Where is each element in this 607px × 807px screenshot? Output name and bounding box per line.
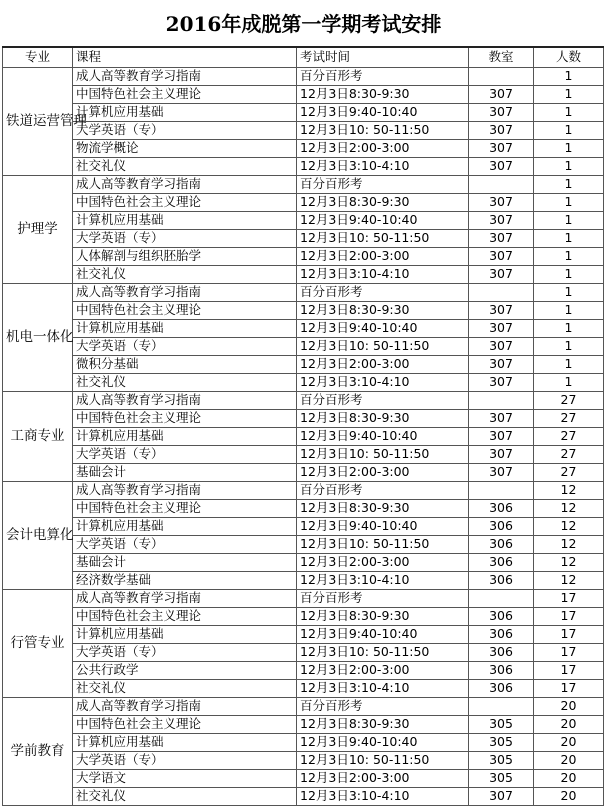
count-cell: 27 xyxy=(534,392,604,410)
table-row xyxy=(3,212,604,230)
room-cell: 306 xyxy=(469,554,534,572)
table-row xyxy=(3,644,604,662)
exam-time-cell: 12月3日8:30-9:30 xyxy=(297,716,469,734)
count-cell: 1 xyxy=(534,266,604,284)
count-cell: 17 xyxy=(534,626,604,644)
count-cell: 20 xyxy=(534,770,604,788)
table-row xyxy=(3,716,604,734)
header-room: 教室 xyxy=(469,47,534,68)
table-row xyxy=(3,158,604,176)
room-cell: 305 xyxy=(469,716,534,734)
room-cell: 306 xyxy=(469,644,534,662)
exam-time-cell: 12月3日2:00-3:00 xyxy=(297,248,469,266)
count-cell: 20 xyxy=(534,734,604,752)
count-cell: 20 xyxy=(534,788,604,806)
exam-time-cell: 12月3日9:40-10:40 xyxy=(297,518,469,536)
count-cell: 17 xyxy=(534,608,604,626)
room-cell: 307 xyxy=(469,410,534,428)
course-cell: 成人高等教育学习指南 xyxy=(73,284,297,302)
room-cell: 307 xyxy=(469,788,534,806)
count-cell: 12 xyxy=(534,518,604,536)
count-cell: 12 xyxy=(534,482,604,500)
table-row xyxy=(3,536,604,554)
course-cell: 计算机应用基础 xyxy=(73,734,297,752)
room-cell: 307 xyxy=(469,158,534,176)
count-cell: 17 xyxy=(534,680,604,698)
exam-schedule-table xyxy=(2,46,604,806)
course-cell: 大学英语（专） xyxy=(73,122,297,140)
table-row xyxy=(3,446,604,464)
table-row xyxy=(3,410,604,428)
count-cell: 1 xyxy=(534,194,604,212)
exam-time-cell: 12月3日2:00-3:00 xyxy=(297,356,469,374)
count-cell: 1 xyxy=(534,230,604,248)
exam-time-cell: 12月3日3:10-4:10 xyxy=(297,266,469,284)
table-row xyxy=(3,86,604,104)
exam-time-cell: 12月3日2:00-3:00 xyxy=(297,770,469,788)
exam-time-cell: 百分百形考 xyxy=(297,392,469,410)
table-row xyxy=(3,374,604,392)
course-cell: 大学英语（专） xyxy=(73,230,297,248)
room-cell xyxy=(469,284,534,302)
course-cell: 社交礼仪 xyxy=(73,788,297,806)
table-row xyxy=(3,554,604,572)
exam-time-cell: 12月3日2:00-3:00 xyxy=(297,464,469,482)
exam-time-cell: 12月3日10: 50-11:50 xyxy=(297,644,469,662)
table-row xyxy=(3,230,604,248)
exam-time-cell: 百分百形考 xyxy=(297,284,469,302)
course-cell: 成人高等教育学习指南 xyxy=(73,176,297,194)
table-row xyxy=(3,302,604,320)
course-cell: 中国特色社会主义理论 xyxy=(73,608,297,626)
count-cell: 1 xyxy=(534,158,604,176)
room-cell: 307 xyxy=(469,86,534,104)
count-cell: 1 xyxy=(534,176,604,194)
count-cell: 27 xyxy=(534,410,604,428)
room-cell: 307 xyxy=(469,104,534,122)
exam-time-cell: 12月3日2:00-3:00 xyxy=(297,554,469,572)
header-course: 课程 xyxy=(73,47,297,68)
course-cell: 计算机应用基础 xyxy=(73,626,297,644)
course-cell: 社交礼仪 xyxy=(73,158,297,176)
exam-time-cell: 12月3日10: 50-11:50 xyxy=(297,446,469,464)
table-row xyxy=(3,68,604,86)
count-cell: 27 xyxy=(534,464,604,482)
exam-time-cell: 12月3日3:10-4:10 xyxy=(297,374,469,392)
exam-time-cell: 12月3日8:30-9:30 xyxy=(297,194,469,212)
count-cell: 1 xyxy=(534,338,604,356)
count-cell: 12 xyxy=(534,572,604,590)
course-cell: 微积分基础 xyxy=(73,356,297,374)
exam-time-cell: 12月3日9:40-10:40 xyxy=(297,428,469,446)
room-cell: 307 xyxy=(469,338,534,356)
course-cell: 基础会计 xyxy=(73,554,297,572)
course-cell: 大学英语（专） xyxy=(73,536,297,554)
exam-time-cell: 12月3日3:10-4:10 xyxy=(297,158,469,176)
course-cell: 基础会计 xyxy=(73,464,297,482)
table-row xyxy=(3,770,604,788)
table-row xyxy=(3,122,604,140)
table-row xyxy=(3,176,604,194)
major-cell: 行管专业 xyxy=(3,590,73,698)
count-cell: 12 xyxy=(534,500,604,518)
course-cell: 社交礼仪 xyxy=(73,266,297,284)
exam-time-cell: 12月3日9:40-10:40 xyxy=(297,626,469,644)
major-cell: 学前教育 xyxy=(3,698,73,806)
room-cell: 305 xyxy=(469,752,534,770)
room-cell: 306 xyxy=(469,680,534,698)
course-cell: 计算机应用基础 xyxy=(73,518,297,536)
table-row xyxy=(3,662,604,680)
room-cell: 306 xyxy=(469,572,534,590)
table-row xyxy=(3,788,604,806)
count-cell: 17 xyxy=(534,662,604,680)
course-cell: 物流学概论 xyxy=(73,140,297,158)
count-cell: 20 xyxy=(534,698,604,716)
count-cell: 1 xyxy=(534,122,604,140)
exam-time-cell: 12月3日8:30-9:30 xyxy=(297,302,469,320)
course-cell: 人体解剖与组织胚胎学 xyxy=(73,248,297,266)
count-cell: 20 xyxy=(534,752,604,770)
course-cell: 大学英语（专） xyxy=(73,752,297,770)
table-row xyxy=(3,356,604,374)
count-cell: 1 xyxy=(534,140,604,158)
course-cell: 大学英语（专） xyxy=(73,644,297,662)
table-row xyxy=(3,320,604,338)
table-row xyxy=(3,482,604,500)
room-cell: 307 xyxy=(469,212,534,230)
count-cell: 1 xyxy=(534,302,604,320)
exam-time-cell: 12月3日9:40-10:40 xyxy=(297,320,469,338)
course-cell: 计算机应用基础 xyxy=(73,212,297,230)
course-cell: 中国特色社会主义理论 xyxy=(73,194,297,212)
room-cell: 307 xyxy=(469,374,534,392)
exam-time-cell: 12月3日3:10-4:10 xyxy=(297,680,469,698)
page-title: 2016年成脱第一学期考试安排 xyxy=(165,11,442,36)
table-row xyxy=(3,284,604,302)
room-cell: 307 xyxy=(469,194,534,212)
room-cell: 305 xyxy=(469,734,534,752)
table-row xyxy=(3,266,604,284)
count-cell: 17 xyxy=(534,644,604,662)
room-cell xyxy=(469,176,534,194)
room-cell: 307 xyxy=(469,230,534,248)
count-cell: 1 xyxy=(534,68,604,86)
course-cell: 公共行政学 xyxy=(73,662,297,680)
exam-time-cell: 百分百形考 xyxy=(297,68,469,86)
exam-time-cell: 12月3日9:40-10:40 xyxy=(297,212,469,230)
room-cell: 306 xyxy=(469,608,534,626)
exam-time-cell: 百分百形考 xyxy=(297,176,469,194)
exam-time-cell: 12月3日10: 50-11:50 xyxy=(297,752,469,770)
count-cell: 1 xyxy=(534,104,604,122)
course-cell: 成人高等教育学习指南 xyxy=(73,590,297,608)
room-cell: 306 xyxy=(469,500,534,518)
course-cell: 成人高等教育学习指南 xyxy=(73,698,297,716)
room-cell: 307 xyxy=(469,356,534,374)
header-major: 专业 xyxy=(3,47,73,68)
exam-time-cell: 12月3日8:30-9:30 xyxy=(297,500,469,518)
table-row xyxy=(3,518,604,536)
exam-time-cell: 12月3日3:10-4:10 xyxy=(297,572,469,590)
course-cell: 大学英语（专） xyxy=(73,446,297,464)
table-row xyxy=(3,500,604,518)
course-cell: 中国特色社会主义理论 xyxy=(73,500,297,518)
room-cell xyxy=(469,698,534,716)
exam-time-cell: 12月3日9:40-10:40 xyxy=(297,104,469,122)
count-cell: 1 xyxy=(534,356,604,374)
exam-time-cell: 12月3日10: 50-11:50 xyxy=(297,230,469,248)
exam-time-cell: 12月3日2:00-3:00 xyxy=(297,662,469,680)
room-cell: 305 xyxy=(469,770,534,788)
course-cell: 中国特色社会主义理论 xyxy=(73,86,297,104)
table-row xyxy=(3,140,604,158)
exam-time-cell: 12月3日8:30-9:30 xyxy=(297,608,469,626)
course-cell: 中国特色社会主义理论 xyxy=(73,716,297,734)
table-row xyxy=(3,194,604,212)
count-cell: 20 xyxy=(534,716,604,734)
table-row xyxy=(3,752,604,770)
count-cell: 1 xyxy=(534,212,604,230)
room-cell xyxy=(469,68,534,86)
table-row xyxy=(3,590,604,608)
room-cell: 307 xyxy=(469,464,534,482)
exam-time-cell: 百分百形考 xyxy=(297,482,469,500)
table-row xyxy=(3,734,604,752)
course-cell: 计算机应用基础 xyxy=(73,428,297,446)
count-cell: 27 xyxy=(534,446,604,464)
count-cell: 27 xyxy=(534,428,604,446)
count-cell: 12 xyxy=(534,554,604,572)
table-row xyxy=(3,680,604,698)
header-time: 考试时间 xyxy=(297,47,469,68)
room-cell xyxy=(469,392,534,410)
exam-time-cell: 12月3日10: 50-11:50 xyxy=(297,536,469,554)
course-cell: 大学英语（专） xyxy=(73,338,297,356)
exam-time-cell: 百分百形考 xyxy=(297,698,469,716)
room-cell xyxy=(469,482,534,500)
table-row xyxy=(3,104,604,122)
room-cell: 306 xyxy=(469,518,534,536)
count-cell: 17 xyxy=(534,590,604,608)
room-cell: 307 xyxy=(469,428,534,446)
table-body xyxy=(3,47,604,806)
course-cell: 中国特色社会主义理论 xyxy=(73,302,297,320)
count-cell: 1 xyxy=(534,284,604,302)
count-cell: 1 xyxy=(534,86,604,104)
major-cell: 机电一体化 xyxy=(3,284,73,392)
course-cell: 社交礼仪 xyxy=(73,680,297,698)
exam-time-cell: 12月3日2:00-3:00 xyxy=(297,140,469,158)
exam-time-cell: 12月3日3:10-4:10 xyxy=(297,788,469,806)
table-row xyxy=(3,572,604,590)
course-cell: 社交礼仪 xyxy=(73,374,297,392)
table-row xyxy=(3,608,604,626)
room-cell: 307 xyxy=(469,446,534,464)
table-row xyxy=(3,338,604,356)
room-cell: 307 xyxy=(469,122,534,140)
course-cell: 中国特色社会主义理论 xyxy=(73,410,297,428)
course-cell: 大学语文 xyxy=(73,770,297,788)
header-count: 人数 xyxy=(534,47,604,68)
exam-time-cell: 12月3日9:40-10:40 xyxy=(297,734,469,752)
room-cell: 307 xyxy=(469,248,534,266)
count-cell: 1 xyxy=(534,320,604,338)
course-cell: 成人高等教育学习指南 xyxy=(73,392,297,410)
room-cell: 307 xyxy=(469,266,534,284)
major-cell: 工商专业 xyxy=(3,392,73,482)
course-cell: 经济数学基础 xyxy=(73,572,297,590)
count-cell: 1 xyxy=(534,374,604,392)
exam-time-cell: 12月3日10: 50-11:50 xyxy=(297,122,469,140)
table-row xyxy=(3,464,604,482)
table-row xyxy=(3,248,604,266)
room-cell: 307 xyxy=(469,140,534,158)
table-row xyxy=(3,428,604,446)
room-cell: 306 xyxy=(469,626,534,644)
count-cell: 1 xyxy=(534,248,604,266)
exam-time-cell: 12月3日10: 50-11:50 xyxy=(297,338,469,356)
count-cell: 12 xyxy=(534,536,604,554)
major-cell: 会计电算化 xyxy=(3,482,73,590)
major-cell: 护理学 xyxy=(3,176,73,284)
course-cell: 计算机应用基础 xyxy=(73,320,297,338)
room-cell xyxy=(469,590,534,608)
room-cell: 307 xyxy=(469,302,534,320)
course-cell: 计算机应用基础 xyxy=(73,104,297,122)
room-cell: 306 xyxy=(469,536,534,554)
course-cell: 成人高等教育学习指南 xyxy=(73,482,297,500)
header-row xyxy=(3,47,604,68)
table-row xyxy=(3,392,604,410)
table-row xyxy=(3,626,604,644)
table-row xyxy=(3,698,604,716)
major-cell: 铁道运营管理 xyxy=(3,68,73,176)
course-cell: 成人高等教育学习指南 xyxy=(73,68,297,86)
exam-time-cell: 12月3日8:30-9:30 xyxy=(297,410,469,428)
exam-time-cell: 百分百形考 xyxy=(297,590,469,608)
exam-time-cell: 12月3日8:30-9:30 xyxy=(297,86,469,104)
room-cell: 307 xyxy=(469,320,534,338)
room-cell: 306 xyxy=(469,662,534,680)
